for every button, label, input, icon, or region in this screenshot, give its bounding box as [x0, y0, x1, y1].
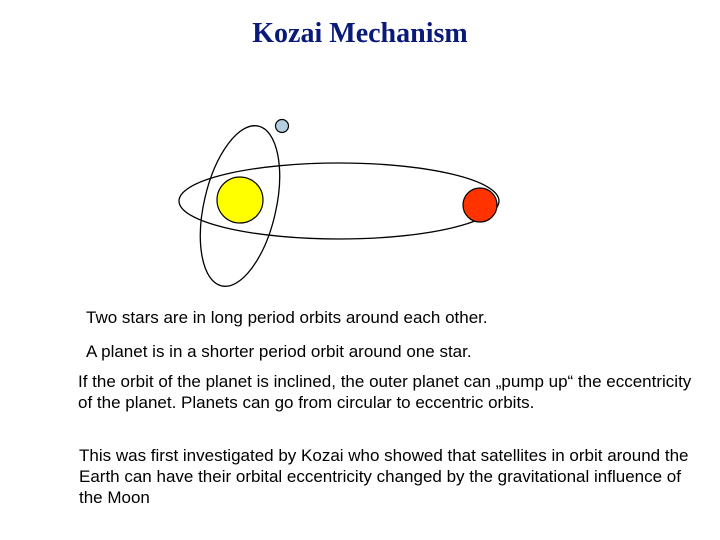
planet: [276, 120, 289, 133]
text-kozai-history: This was first investigated by Kozai who showed that satellites in orbit around the Earth can have their orbital eccentricity changed by the gravitational influence of the Moon: [79, 446, 689, 507]
text-two-stars: Two stars are in long period orbits around each other.: [86, 308, 488, 327]
text-planet-orbit: A planet is in a shorter period orbit around one star.: [86, 342, 472, 361]
slide-title: Kozai Mechanism: [252, 18, 468, 49]
yellow-star: [217, 177, 263, 223]
text-inclined-orbit: If the orbit of the planet is inclined, the outer planet can „pump up“ the eccentricity of the planet. Planets can go from circular to eccentric orbits.: [78, 372, 692, 412]
red-star: [463, 188, 497, 222]
